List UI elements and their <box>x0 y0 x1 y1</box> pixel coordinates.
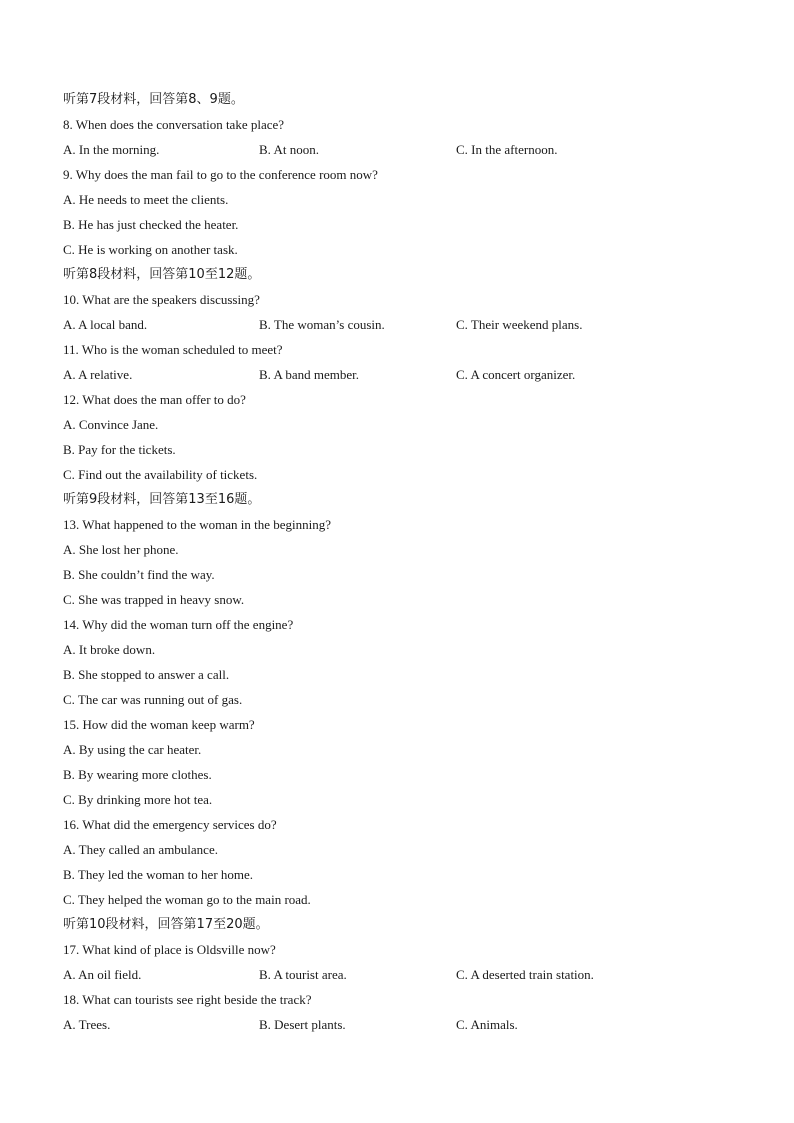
q16-option-a: A. They called an ambulance. <box>63 842 218 857</box>
q16-option-c: C. They helped the woman go to the main road. <box>63 892 311 907</box>
q9-option-b: B. He has just checked the heater. <box>63 217 239 232</box>
q9-option-a: A. He needs to meet the clients. <box>63 192 229 207</box>
question-15: 15. How did the woman keep warm? <box>63 717 255 732</box>
q13-option-a: A. She lost her phone. <box>63 542 179 557</box>
q14-option-b: B. She stopped to answer a call. <box>63 667 230 682</box>
question-14: 14. Why did the woman turn off the engine? <box>63 617 294 632</box>
question-9: 9. Why does the man fail to go to the conference room now? <box>63 167 378 182</box>
question-13: 13. What happened to the woman in the beginning? <box>63 517 331 532</box>
q8-option-a: A. In the morning. <box>63 142 160 157</box>
question-12: 12. What does the man offer to do? <box>63 392 246 407</box>
question-8: 8. When does the conversation take place? <box>63 117 285 132</box>
q16-option-b: B. They led the woman to her home. <box>63 867 254 882</box>
q10-option-a: A. A local band. <box>63 317 148 332</box>
q18-option-c: C. Animals. <box>456 1017 518 1032</box>
q12-option-b: B. Pay for the tickets. <box>63 442 176 457</box>
options-row-q11 <box>63 364 743 389</box>
q17-option-b: B. A tourist area. <box>259 967 347 982</box>
q12-option-a: A. Convince Jane. <box>63 417 159 432</box>
q11-option-b: B. A band member. <box>259 367 360 382</box>
q10-option-c: C. Their weekend plans. <box>456 317 583 332</box>
q15-option-c: C. By drinking more hot tea. <box>63 792 213 807</box>
section-heading-10: 听第10段材料，回答第17至20题。 <box>63 917 269 932</box>
options-row-q17 <box>63 964 743 989</box>
question-16: 16. What did the emergency services do? <box>63 817 277 832</box>
q14-option-a: A. It broke down. <box>63 642 156 657</box>
section-heading-7: 听第7段材料，回答第8、9题。 <box>63 92 244 107</box>
q17-option-a: A. An oil field. <box>63 967 142 982</box>
q15-option-a: A. By using the car heater. <box>63 742 202 757</box>
options-row-q10 <box>63 314 743 339</box>
q13-option-c: C. She was trapped in heavy snow. <box>63 592 245 607</box>
q10-option-b: B. The woman’s cousin. <box>259 317 385 332</box>
question-17: 17. What kind of place is Oldsville now? <box>63 942 276 957</box>
q8-option-c: C. In the afternoon. <box>456 142 558 157</box>
section-heading-8: 听第8段材料，回答第10至12题。 <box>63 267 261 282</box>
q14-option-c: C. The car was running out of gas. <box>63 692 243 707</box>
exam-page <box>63 89 743 1039</box>
options-row-q8 <box>63 139 743 164</box>
question-10: 10. What are the speakers discussing? <box>63 292 260 307</box>
q15-option-b: B. By wearing more clothes. <box>63 767 212 782</box>
q9-option-c: C. He is working on another task. <box>63 242 238 257</box>
question-18: 18. What can tourists see right beside the track? <box>63 992 312 1007</box>
q13-option-b: B. She couldn’t find the way. <box>63 567 215 582</box>
q12-option-c: C. Find out the availability of tickets. <box>63 467 258 482</box>
question-11: 11. Who is the woman scheduled to meet? <box>63 342 283 357</box>
options-row-q18 <box>63 1014 743 1039</box>
q17-option-c: C. A deserted train station. <box>456 967 594 982</box>
q11-option-a: A. A relative. <box>63 367 133 382</box>
q8-option-b: B. At noon. <box>259 142 319 157</box>
q11-option-c: C. A concert organizer. <box>456 367 576 382</box>
section-heading-9: 听第9段材料，回答第13至16题。 <box>63 492 261 507</box>
q18-option-b: B. Desert plants. <box>259 1017 346 1032</box>
q18-option-a: A. Trees. <box>63 1017 111 1032</box>
